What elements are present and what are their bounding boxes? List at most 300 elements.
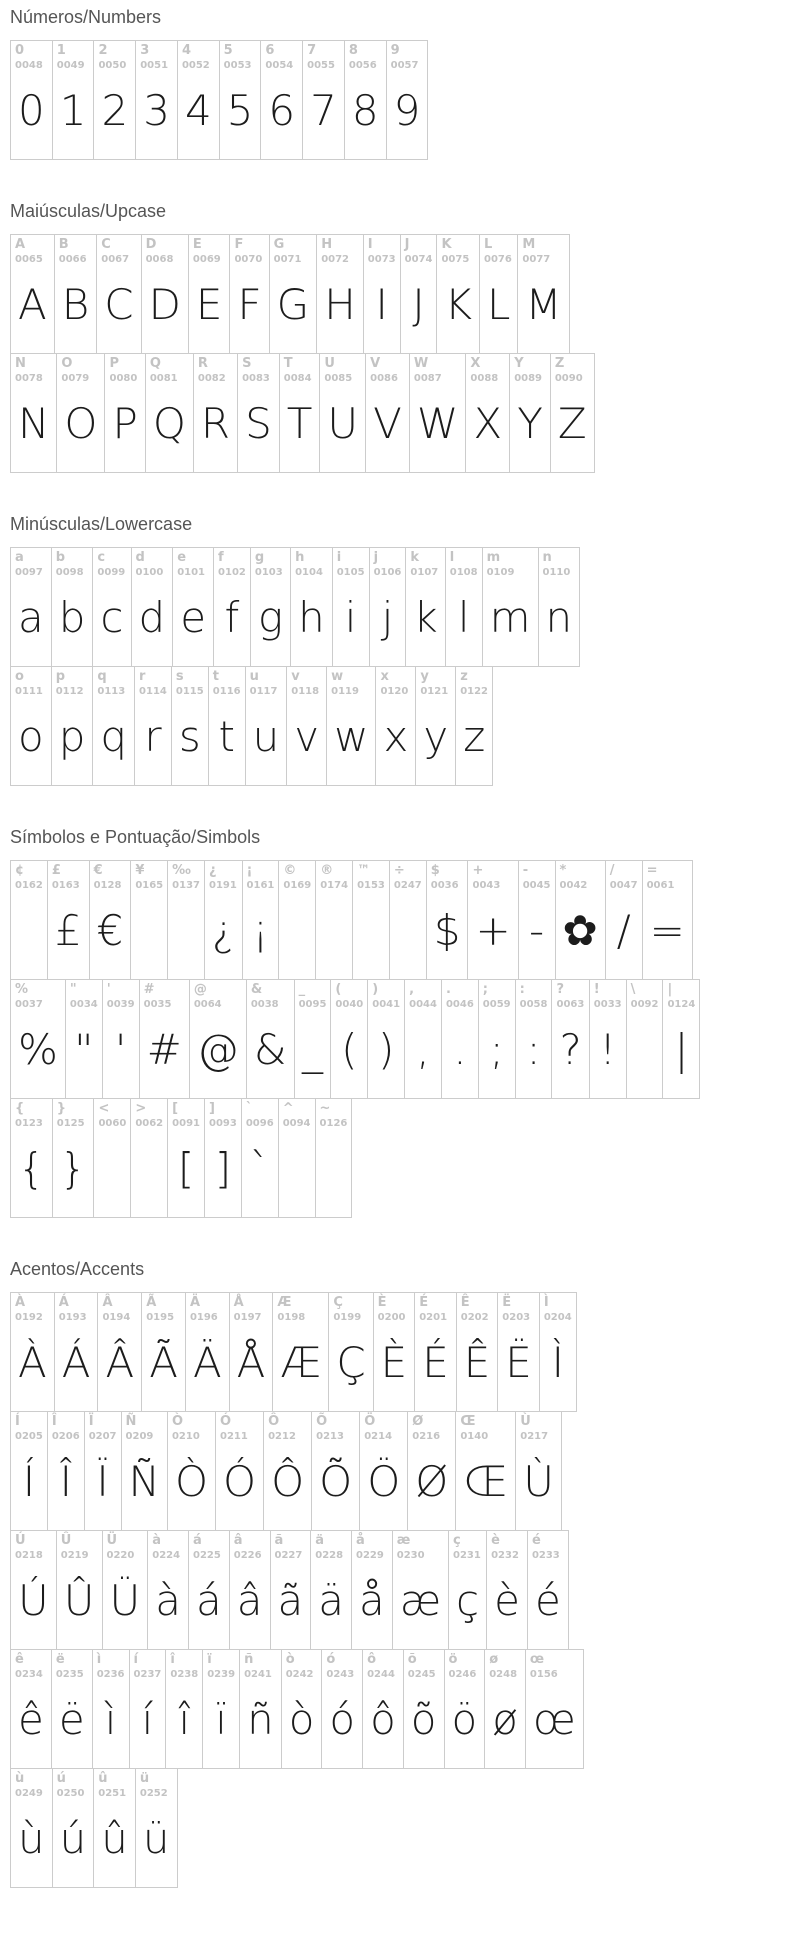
char-code: 0045 (522, 880, 551, 891)
reference-char: Ù (520, 1414, 531, 1429)
font-glyph: t (218, 712, 235, 761)
char-code: 0083 (242, 373, 270, 384)
cell-head (136, 1769, 177, 1800)
reference-char: k (410, 550, 420, 565)
cell-head (220, 41, 261, 72)
char-code: 0081 (149, 373, 178, 384)
reference-char: e (177, 550, 187, 565)
char-cell (10, 666, 52, 786)
char-cell (10, 1098, 53, 1218)
char-code: 0121 (420, 686, 449, 697)
font-glyph: Ò (174, 1457, 209, 1506)
cell-head (142, 1293, 185, 1324)
char-code: 0052 (181, 60, 210, 71)
cell-head (11, 1412, 47, 1443)
char-code: 0067 (101, 254, 130, 265)
cell-head (408, 1412, 455, 1443)
font-glyph: ë (58, 1695, 85, 1744)
char-code: 0120 (380, 686, 409, 697)
reference-char: * (559, 863, 567, 878)
char-cell (426, 860, 469, 980)
char-cell (351, 1530, 393, 1650)
font-glyph: B (61, 280, 90, 329)
cell-head (518, 235, 568, 266)
char-code: 0043 (472, 880, 501, 891)
font-glyph: ø (492, 1695, 518, 1744)
char-code: 0246 (448, 1669, 477, 1680)
char-row (10, 1649, 584, 1769)
reference-char: 2 (98, 43, 108, 58)
cell-head (132, 548, 173, 579)
char-code: 0111 (15, 686, 43, 697)
reference-char: # (143, 982, 155, 997)
cell-head (364, 235, 400, 266)
char-cell (555, 860, 606, 980)
char-code: 0087 (413, 373, 442, 384)
char-code: 0197 (233, 1312, 262, 1323)
char-row (10, 1768, 178, 1888)
font-glyph: H (324, 280, 356, 329)
char-cell (204, 860, 243, 980)
reference-char: Ï (88, 1414, 94, 1429)
font-glyph: Ã (149, 1338, 178, 1387)
font-section (10, 826, 810, 1218)
reference-char: + (472, 863, 484, 878)
reference-char: / (609, 863, 615, 878)
char-code: 0077 (522, 254, 551, 265)
font-glyph: ù (18, 1814, 45, 1863)
cell-head (663, 980, 699, 1011)
font-glyph: R (200, 399, 231, 448)
char-code: 0100 (135, 567, 164, 578)
cell-head (329, 1293, 372, 1324)
font-glyph: ] (214, 1144, 232, 1193)
reference-char: ñ (244, 1652, 254, 1667)
reference-char: P (109, 356, 120, 371)
font-glyph: 6 (268, 86, 296, 135)
font-glyph: T (286, 399, 313, 448)
char-code: 0235 (55, 1669, 84, 1680)
cell-head (316, 861, 352, 892)
reference-char: Ñ (125, 1414, 137, 1429)
font-glyph: è (494, 1576, 520, 1625)
cell-head (540, 1293, 576, 1324)
char-cell (270, 1530, 312, 1650)
reference-char: Ü (106, 1533, 118, 1548)
char-code: 0047 (609, 880, 638, 891)
font-glyph: J (412, 280, 425, 329)
reference-char: N (15, 356, 26, 371)
font-glyph: â (236, 1576, 263, 1625)
char-code: 0103 (254, 567, 283, 578)
font-glyph: Ó (223, 1457, 257, 1506)
reference-char: 0 (15, 43, 25, 58)
char-cell (515, 1411, 562, 1531)
char-cell (386, 40, 429, 160)
reference-char: " (69, 982, 77, 997)
char-cell (52, 1768, 95, 1888)
font-glyph: ; (489, 1025, 504, 1074)
char-code: 0162 (15, 880, 43, 891)
reference-char: J (404, 237, 410, 252)
reference-char: © (283, 863, 297, 878)
char-cell (589, 979, 627, 1099)
cell-head (11, 667, 51, 698)
char-cell (229, 1292, 274, 1412)
font-glyph: s (178, 712, 201, 761)
char-cell (344, 40, 387, 160)
font-glyph: À (18, 1338, 47, 1387)
char-row (10, 1292, 577, 1412)
cell-head (352, 1531, 392, 1562)
cell-head (53, 1099, 94, 1130)
cell-head (66, 980, 102, 1011)
char-code: 0243 (326, 1669, 355, 1680)
char-cell (518, 860, 556, 980)
char-code: 0102 (218, 567, 246, 578)
font-glyph: ¡ (252, 906, 269, 955)
char-code: 0203 (502, 1312, 531, 1323)
reference-char: À (15, 1295, 26, 1310)
char-cell (551, 979, 589, 1099)
font-glyph: E (195, 280, 223, 329)
char-code: 0250 (56, 1788, 85, 1799)
font-glyph: á (196, 1576, 222, 1625)
reference-char: 4 (181, 43, 191, 58)
char-cell (316, 234, 364, 354)
char-code: 0174 (320, 880, 349, 891)
char-code: 0076 (484, 254, 512, 265)
reference-char: ) (372, 982, 379, 997)
reference-char: ~ (319, 1101, 331, 1116)
char-code: 0110 (542, 567, 571, 578)
reference-char: - (522, 863, 529, 878)
reference-char: < (98, 1101, 110, 1116)
cell-head (456, 667, 492, 698)
char-code: 0232 (491, 1550, 519, 1561)
cell-head (52, 548, 93, 579)
char-code: 0071 (273, 254, 302, 265)
font-glyph: A (18, 280, 47, 329)
char-row (10, 979, 700, 1099)
char-cell (102, 979, 140, 1099)
cell-head (539, 548, 580, 579)
font-glyph: 8 (351, 86, 379, 135)
font-glyph: $ (433, 906, 461, 955)
cell-head (11, 1531, 56, 1562)
char-code: 0074 (404, 254, 433, 265)
char-code: 0056 (348, 60, 377, 71)
reference-char: Å (233, 1295, 244, 1310)
cell-head (216, 1412, 263, 1443)
font-glyph: P (112, 399, 138, 448)
cell-head (264, 1412, 311, 1443)
cell-head (122, 1412, 167, 1443)
char-row (10, 353, 595, 473)
font-glyph: û (101, 1814, 128, 1863)
char-code: 0069 (192, 254, 221, 265)
cell-head (317, 235, 363, 266)
cell-head (55, 235, 97, 266)
font-glyph: w (334, 712, 369, 761)
font-glyph: Ø (415, 1457, 449, 1506)
char-code: 0097 (15, 567, 43, 578)
char-code: 0114 (139, 686, 167, 697)
font-glyph: + (475, 906, 511, 955)
cell-head (230, 1531, 270, 1562)
reference-char: i (336, 550, 342, 565)
cell-head (11, 1650, 51, 1681)
char-cell (315, 860, 353, 980)
cell-head (52, 1650, 92, 1681)
font-glyph: M (525, 280, 562, 329)
cell-head (11, 41, 52, 72)
cell-head (11, 1293, 54, 1324)
cell-head (48, 1412, 84, 1443)
char-code: 0241 (244, 1669, 272, 1680)
char-cell (185, 1292, 230, 1412)
char-cell (294, 979, 332, 1099)
reference-char: à (152, 1533, 162, 1548)
reference-char: M (522, 237, 536, 252)
font-glyph: ¿ (212, 906, 235, 955)
char-code: 0205 (15, 1431, 43, 1442)
char-cell (330, 979, 368, 1099)
char-cell (56, 353, 105, 473)
font-glyph: " (74, 1025, 94, 1074)
font-glyph: q (100, 712, 128, 761)
font-glyph: æ (399, 1576, 441, 1625)
char-code: 0109 (486, 567, 515, 578)
char-row (10, 1098, 352, 1218)
reference-char: w (331, 669, 344, 684)
char-cell (92, 547, 131, 667)
font-glyph: Ú (18, 1576, 49, 1625)
reference-char: ú (56, 1771, 66, 1786)
reference-char: ] (209, 1101, 215, 1116)
reference-char: õ (407, 1652, 417, 1667)
reference-char: Ê (460, 1295, 470, 1310)
font-glyph: { (18, 1144, 45, 1193)
char-code: 0118 (291, 686, 320, 697)
char-cell (405, 547, 445, 667)
char-code: 0207 (88, 1431, 117, 1442)
cell-head (345, 41, 386, 72)
char-code: 0198 (277, 1312, 306, 1323)
font-glyph: O (64, 399, 98, 448)
char-cell (359, 1411, 408, 1531)
reference-char: ê (15, 1652, 24, 1667)
cell-head (130, 1650, 166, 1681)
reference-char: I (367, 237, 373, 252)
reference-char: ¡ (246, 863, 253, 878)
reference-char: ç (453, 1533, 461, 1548)
reference-char: Á (58, 1295, 69, 1310)
char-code: 0092 (630, 999, 659, 1010)
char-cell (145, 353, 194, 473)
cell-head (205, 861, 242, 892)
char-cell (626, 979, 664, 1099)
char-code: 0062 (135, 1118, 164, 1129)
cell-head (311, 1531, 351, 1562)
reference-char: p (55, 669, 66, 684)
font-glyph: = (649, 906, 685, 955)
char-code: 0124 (667, 999, 696, 1010)
char-cell (605, 860, 643, 980)
reference-char: ü (139, 1771, 150, 1786)
char-code: 0226 (233, 1550, 262, 1561)
char-code: 0053 (223, 60, 252, 71)
font-glyph: _ (302, 1025, 323, 1074)
reference-char: H (321, 237, 333, 252)
font-glyph: ú (59, 1814, 87, 1863)
cell-head (105, 354, 144, 385)
char-cell (369, 547, 407, 667)
reference-char: l (449, 550, 455, 565)
char-cell (188, 1530, 230, 1650)
font-glyph: ì (104, 1695, 117, 1744)
font-glyph (11, 892, 47, 979)
cell-head (11, 980, 65, 1011)
cell-head (189, 235, 230, 266)
char-cell (131, 547, 174, 667)
cell-head (360, 1412, 407, 1443)
reference-char: , (409, 982, 415, 997)
font-glyph: G (276, 280, 310, 329)
reference-char: 7 (307, 43, 317, 58)
cell-head (146, 354, 193, 385)
char-cell (278, 1098, 316, 1218)
cell-head (480, 235, 517, 266)
reference-char: c (97, 550, 106, 565)
char-cell (538, 547, 581, 667)
char-cell (539, 1292, 577, 1412)
font-glyph: Z (557, 399, 587, 448)
char-code: 0063 (556, 999, 585, 1010)
char-code: 0220 (106, 1550, 135, 1561)
reference-char: . (445, 982, 451, 997)
char-cell (525, 1649, 584, 1769)
char-code: 0156 (529, 1669, 558, 1680)
cell-head (190, 980, 246, 1011)
font-glyph: g (257, 593, 284, 642)
reference-char: \ (630, 982, 636, 997)
cell-head (295, 980, 331, 1011)
font-glyph (94, 1130, 130, 1217)
char-cell (550, 353, 595, 473)
char-cell (497, 1292, 540, 1412)
cell-head (312, 1412, 359, 1443)
font-glyph: õ (410, 1695, 437, 1744)
font-glyph: p (58, 712, 86, 761)
cell-head (97, 235, 140, 266)
char-code: 0128 (93, 880, 122, 891)
font-glyph: ' (114, 1025, 127, 1074)
char-cell (373, 1292, 416, 1412)
reference-char: Û (60, 1533, 72, 1548)
font-glyph: 7 (310, 86, 337, 135)
cell-head (168, 861, 204, 892)
font-glyph: Á (61, 1338, 91, 1387)
char-code: 0104 (295, 567, 323, 578)
char-code: 0192 (15, 1312, 43, 1323)
char-code: 0199 (333, 1312, 362, 1323)
char-cell (444, 1649, 486, 1769)
font-glyph: V (373, 399, 402, 448)
cell-head (94, 41, 135, 72)
cell-head (279, 861, 315, 892)
reference-char: U (324, 356, 335, 371)
font-glyph: ï (215, 1695, 227, 1744)
reference-char: & (250, 982, 263, 997)
cell-head (437, 235, 479, 266)
cell-head (214, 548, 250, 579)
char-code: 0072 (321, 254, 350, 265)
char-cell (104, 353, 145, 473)
char-cell (10, 353, 57, 473)
reference-char: ¿ (209, 863, 217, 878)
char-cell (245, 666, 288, 786)
char-cell (121, 1411, 168, 1531)
cell-head (404, 1650, 444, 1681)
char-cell (204, 1098, 242, 1218)
char-code: 0218 (15, 1550, 43, 1561)
char-code: 0090 (554, 373, 583, 384)
font-glyph: Ç (336, 1338, 366, 1387)
char-code: 0070 (234, 254, 263, 265)
font-glyph: u (252, 712, 280, 761)
cell-head (416, 667, 455, 698)
char-code: 0098 (55, 567, 84, 578)
char-cell (328, 1292, 373, 1412)
char-row (10, 1530, 569, 1650)
font-glyph: b (58, 593, 86, 642)
cell-head (643, 861, 692, 892)
cell-head (556, 861, 605, 892)
reference-char: î (170, 1652, 175, 1667)
cell-head (282, 1650, 322, 1681)
char-code: 0251 (98, 1788, 127, 1799)
char-code: 0193 (58, 1312, 87, 1323)
reference-char: n (542, 550, 552, 565)
font-glyph: Í (22, 1457, 36, 1506)
char-cell (260, 40, 303, 160)
char-cell (96, 234, 141, 354)
char-cell (130, 860, 168, 980)
font-glyph: 1 (59, 86, 87, 135)
font-glyph: ã (277, 1576, 304, 1625)
reference-char: æ (396, 1533, 411, 1548)
cell-head (271, 1531, 311, 1562)
char-cell (56, 1530, 103, 1650)
char-cell (515, 979, 553, 1099)
font-glyph: Æ (280, 1338, 322, 1387)
char-cell (10, 1292, 55, 1412)
cell-head (90, 861, 131, 892)
reference-char: ( (335, 982, 342, 997)
reference-char: d (135, 550, 145, 565)
char-code: 0106 (373, 567, 402, 578)
reference-char: m (486, 550, 501, 565)
char-cell (171, 666, 209, 786)
cell-head (528, 1531, 568, 1562)
font-glyph: 3 (143, 86, 170, 135)
reference-char: z (460, 669, 468, 684)
char-code: 0202 (460, 1312, 489, 1323)
font-glyph: [ (177, 1144, 195, 1193)
font-glyph: Ï (96, 1457, 109, 1506)
reference-char: 3 (140, 43, 150, 58)
